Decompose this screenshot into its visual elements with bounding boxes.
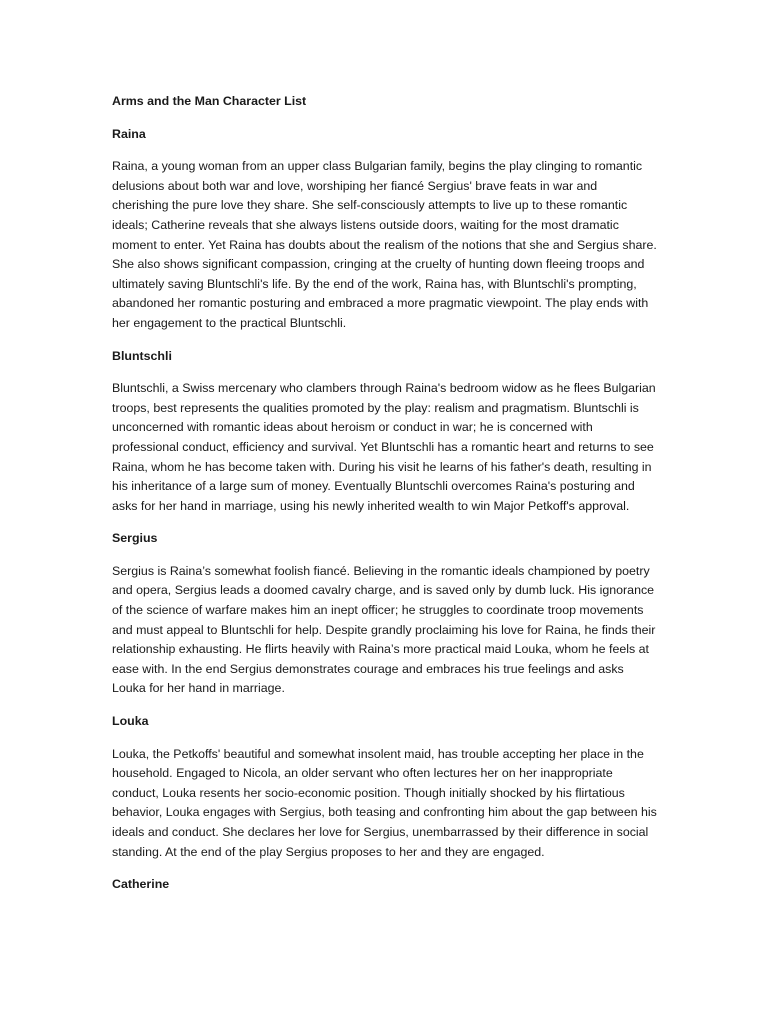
character-section-sergius [112,529,657,699]
character-name: Louka [112,714,149,729]
character-description: Sergius is Raina’s somewhat foolish fiancé. Believing in the romantic ideals championed by poetry and opera, Sergius leads a doomed cavalry charge, and is saved only by dumb luck. His ignorance of the science of warfare makes him an inept officer; he struggles to coordinate troop movements and must appeal to Bluntschli for help. Despite grandly proclaiming his love for Raina, he finds their relationship exhausting. He flirts heavily with Raina’s more practical maid Louka, whom he feels at ease with. In the end Sergius demonstrates courage and embraces his true feelings and asks Louka for her hand in marriage. [112,563,656,696]
character-section-bluntschli [112,347,657,517]
document-page [112,92,657,908]
character-name: Bluntschli [112,348,172,363]
character-name: Catherine [112,877,170,892]
character-description: Louka, the Petkoffs' beautiful and somewhat insolent maid, has trouble accepting her place in the household. Engaged to Nicola, an older servant who often lectures her on her inappropriate conduct, Louka resents her socio-economic position. Though initially shocked by his flirtatious behavior, Louka engages with Sergius, both teasing and confronting him about the gap between his ideals and conduct. She declares her love for Sergius, unembarrassed by their difference in social standing. At the end of the play Sergius proposes to her and they are engaged. [112,746,657,859]
document-title: Arms and the Man Character List [112,94,307,108]
character-section-catherine [112,875,657,895]
character-name: Raina [112,126,146,141]
character-name: Sergius [112,531,158,546]
character-description: Raina, a young woman from an upper class Bulgarian family, begins the play clinging to romantic delusions about both war and love, worshiping her fiancé Sergius' brave feats in war and cherishing the pure love they share. She self-consciously attempts to live up to these romantic ideals; Catherine reveals that she always listens outside doors, waiting for the most dramatic moment to enter. Yet Raina has doubts about the realism of the notions that she and Sergius share. She also shows significant compassion, cringing at the cruelty of hunting down fleeing troops and ultimately saving Bluntschli's life. By the end of the work, Raina has, with Bluntschli's prompting, abandoned her romantic posturing and embraced a more pragmatic viewpoint. The play ends with her engagement to the practical Bluntschli. [112,159,657,330]
character-section-raina [112,125,657,334]
character-description: Bluntschli, a Swiss mercenary who clambers through Raina's bedroom widow as he flees Bulgarian troops, best represents the qualities promoted by the play: realism and pragmatism. Bluntschli is unconcerned with romantic ideas about heroism or conduct in war; he is concerned with professional conduct, efficiency and survival. Yet Bluntschli has a romantic heart and returns to see Raina, whom he has become taken with. During his visit he learns of his father's death, resulting in his inheritance of a large sum of money. Eventually Bluntschli overcomes Raina's posturing and asks for her hand in marriage, using his newly inherited wealth to win Major Petkoff's approval. [112,381,656,513]
character-section-louka [112,712,657,862]
